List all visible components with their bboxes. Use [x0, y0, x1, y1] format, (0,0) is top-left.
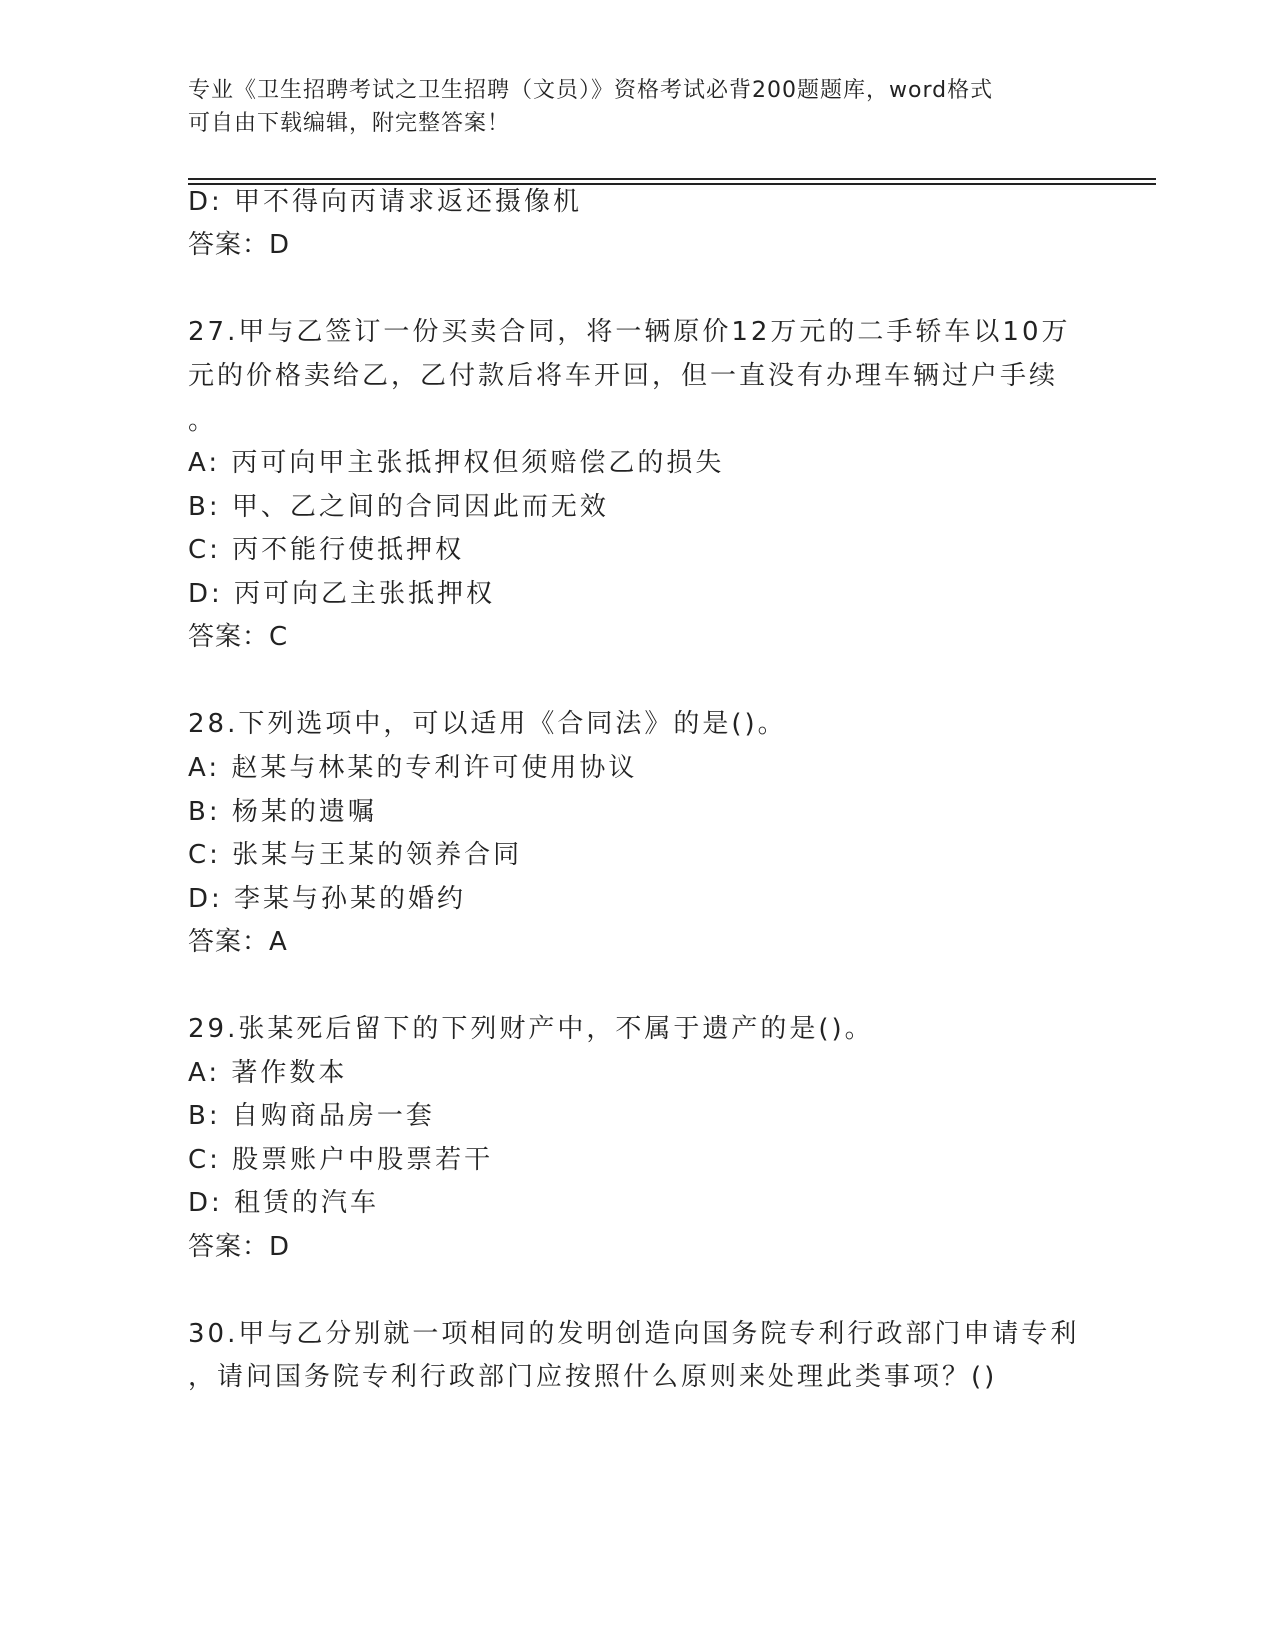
q29-stem-line-1: 29.张某死后留下的下列财产中，不属于遗产的是()。 — [188, 1014, 874, 1044]
q29-option-b: B: 自购商品房一套 — [188, 1101, 435, 1131]
q28-answer: 答案：A — [188, 927, 288, 957]
document-header — [188, 74, 1088, 140]
q27-option-d: D: 丙可向乙主张抵押权 — [188, 579, 496, 609]
prev-answer: 答案：D — [188, 230, 291, 260]
q29-option-c: C: 股票账户中股票若干 — [188, 1145, 494, 1175]
q28-option-b: B: 杨某的遗嘱 — [188, 797, 377, 827]
q27-option-b: B: 甲、乙之间的合同因此而无效 — [188, 492, 609, 522]
prev-option-d: D: 甲不得向丙请求返还摄像机 — [188, 187, 583, 217]
q27-option-c: C: 丙不能行使抵押权 — [188, 535, 465, 565]
q27-option-a: A: 丙可向甲主张抵押权但须赔偿乙的损失 — [188, 448, 725, 478]
q27-stem-line-2: 元的价格卖给乙，乙付款后将车开回，但一直没有办理车辆过户手续 — [188, 361, 1059, 391]
q27-stem-line-1: 27.甲与乙签订一份买卖合同，将一辆原价12万元的二手轿车以10万 — [188, 317, 1071, 347]
q27-stem-line-3: 。 — [188, 406, 218, 436]
header-title-line-1: 专业《卫生招聘考试之卫生招聘（文员）》资格考试必背200题题库，word格式 — [188, 78, 994, 103]
q28-option-a: A: 赵某与林某的专利许可使用协议 — [188, 753, 638, 783]
q28-stem-line-1: 28.下列选项中，可以适用《合同法》的是()。 — [188, 709, 787, 739]
q28-option-c: C: 张某与王某的领养合同 — [188, 840, 523, 870]
q30-stem-line-2: ，请问国务院专利行政部门应按照什么原则来处理此类事项？() — [188, 1362, 998, 1392]
q30-stem-line-1: 30.甲与乙分别就一项相同的发明创造向国务院专利行政部门申请专利 — [188, 1319, 1080, 1349]
header-title-line-2: 可自由下载编辑，附完整答案！ — [188, 111, 511, 136]
q28-option-d: D: 李某与孙某的婚约 — [188, 884, 467, 914]
q29-option-a: A: 著作数本 — [188, 1058, 348, 1088]
q29-answer: 答案：D — [188, 1232, 291, 1262]
header-divider-top — [188, 178, 1156, 180]
q27-answer: 答案：C — [188, 622, 289, 652]
q29-option-d: D: 租赁的汽车 — [188, 1188, 380, 1218]
